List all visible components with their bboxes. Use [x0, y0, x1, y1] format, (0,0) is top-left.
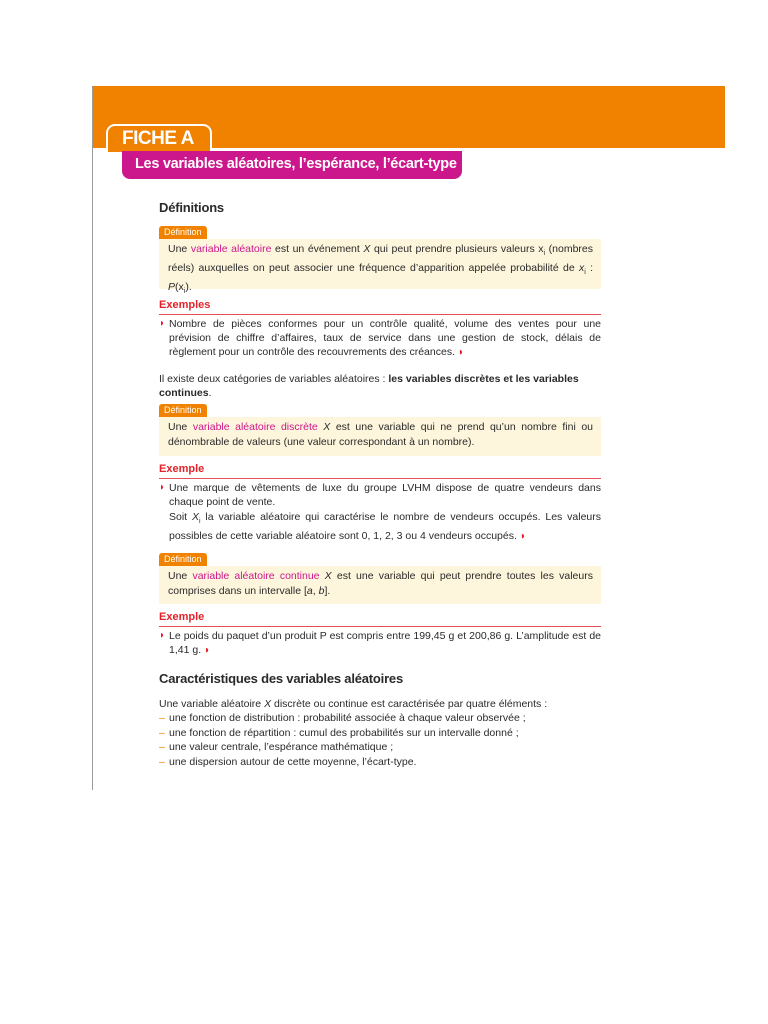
margin-rule [92, 86, 93, 790]
intro-paragraph: Il existe deux catégories de variables aléatoires : les variables discrètes et les variables continues. [159, 373, 579, 399]
example-title: Exemples [159, 299, 601, 315]
section-title-definitions: Définitions [159, 200, 224, 215]
definition-box: Une variable aléatoire est un événement X qui peut prendre plusieurs valeurs $x_i$ (nombres réels) auxquelles on peut associer une fréquence d’apparition appelée probabilité de $x_i$ : $P(x_i)$. [159, 239, 601, 289]
example-text: ◗ Une marque de vêtements de luxe du groupe LVHM dispose de quatre vendeurs dans chaque point de vente. Soit $X_i$ la variable aléatoire qui caractérise le nombre de vendeurs occupés. Les valeurs possibles de cette variable aléatoire sont 0, 1, 2, 3 ou 4 vendeurs occupés. ◗ [159, 482, 601, 543]
example-text: ◗ Nombre de pièces conformes pour un contrôle qualité, volume des ventes pour une prévision de chiffre d’affaires, taux de service dans une gestion de stock, délais de règlement pour un contrôle des recouvrements des créances. ◗ [159, 318, 601, 358]
definition-badge: Définition [159, 404, 207, 417]
end-marker-icon: ◗ [457, 346, 465, 358]
list-item: – une valeur centrale, l’espérance mathématique ; [159, 741, 394, 753]
section-title-caracteristiques: Caractéristiques des variables aléatoires [159, 671, 403, 686]
example-title: Exemple [159, 611, 601, 627]
term-highlight: variable aléatoire discrète [192, 421, 318, 433]
definition-badge: Définition [159, 553, 207, 566]
list-item: – une dispersion autour de cette moyenne, l’écart-type. [159, 755, 417, 768]
end-marker-icon: ◗ [204, 644, 211, 656]
section2-intro: Une variable aléatoire X discrète ou continue est caractérisée par quatre éléments : [159, 698, 548, 710]
fiche-tab: FICHE A [106, 124, 212, 152]
list-item: – une fonction de répartition : cumul des probabilités sur un intervalle donné ; [159, 726, 519, 739]
bullet-marker-icon: ◗ [159, 482, 166, 493]
list-item: – une fonction de distribution : probabilité associée à chaque valeur observée ; [159, 712, 526, 724]
definition-badge: Définition [159, 226, 207, 239]
definition-box: Une variable aléatoire discrète X est une variable qui ne prend qu’un nombre fini ou dénombrable de valeurs (une valeur correspondant à un nombre). [159, 417, 601, 456]
bullet-marker-icon: ◗ [159, 630, 166, 641]
term-highlight: variable aléatoire continue [192, 570, 320, 582]
characteristics-list [159, 711, 526, 769]
example-text: ◗ Le poids du paquet d’un produit P est compris entre 199,45 g et 200,86 g. L’amplitude est de 1,41 g. ◗ [159, 630, 601, 656]
term-highlight: variable aléatoire [190, 243, 272, 255]
example-title: Exemple [159, 463, 601, 479]
definition-box: Une variable aléatoire continue X est une variable qui peut prendre toutes les valeurs comprises dans un intervalle [a, b]. [159, 566, 601, 604]
page-title: Les variables aléatoires, l’espérance, l’écart-type [122, 151, 462, 179]
bullet-marker-icon: ◗ [159, 318, 166, 329]
end-marker-icon: ◗ [519, 530, 527, 543]
